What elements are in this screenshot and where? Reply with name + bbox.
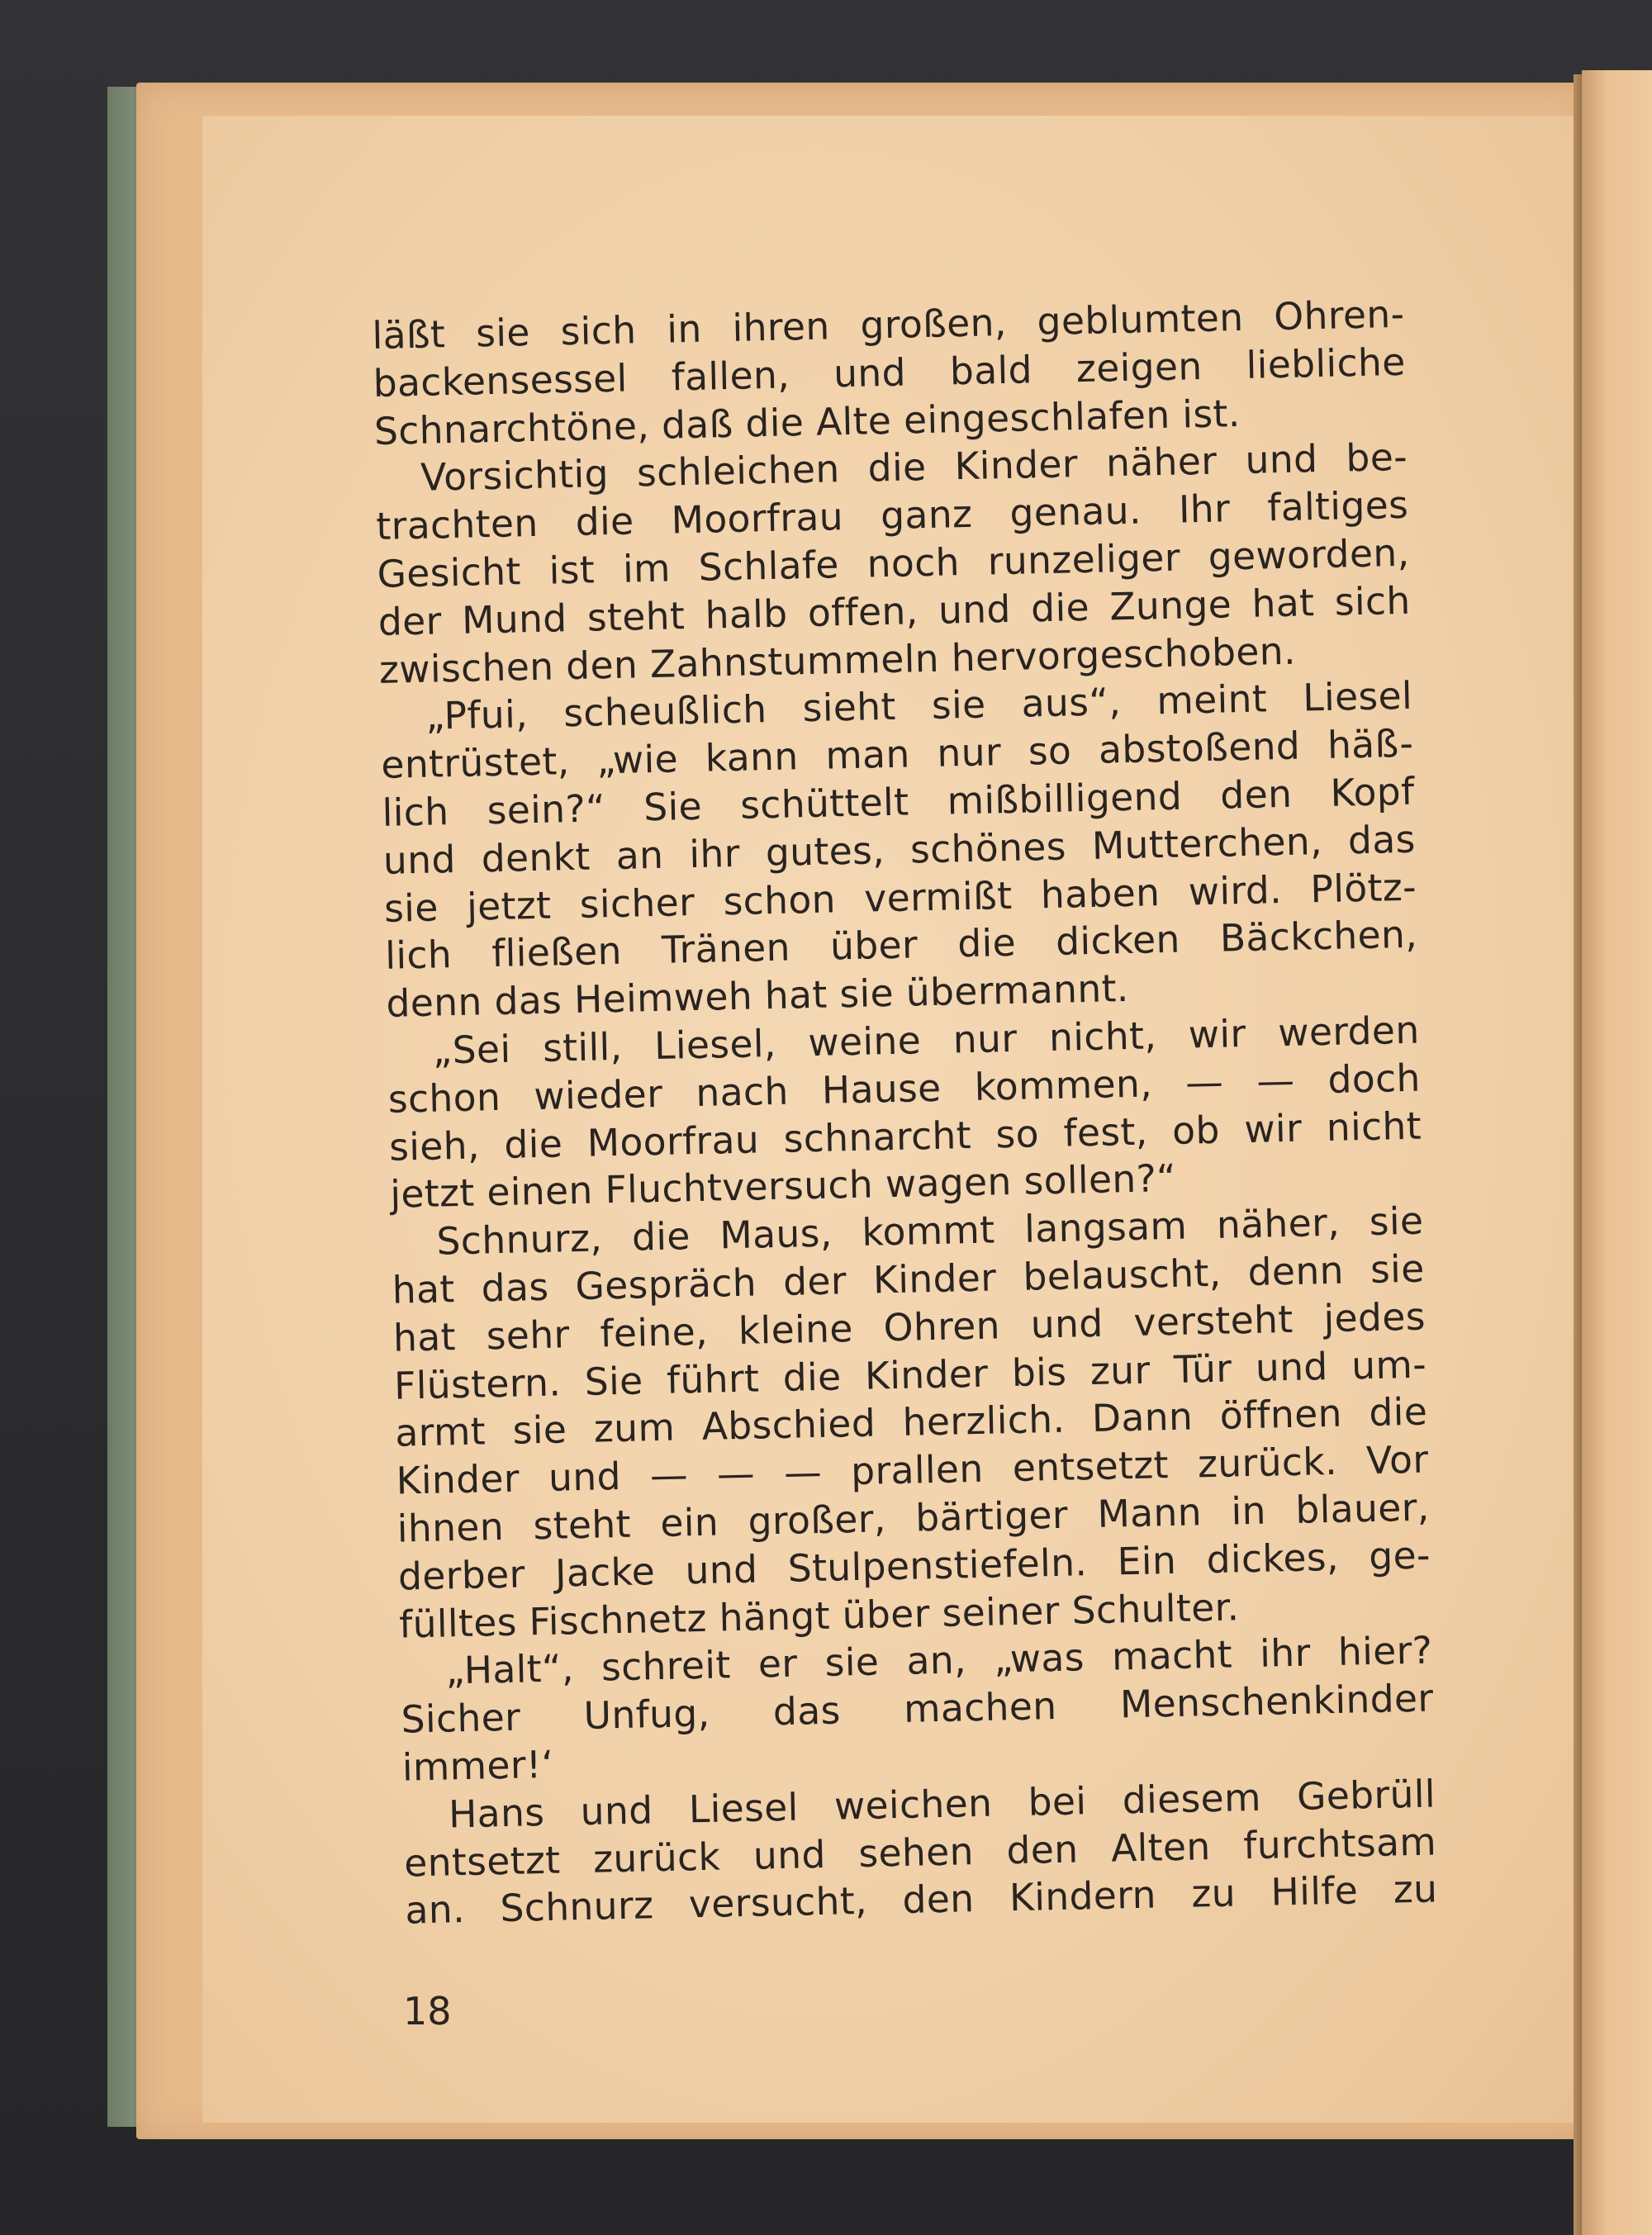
text-line: hat das Gespräch der Kinder belauscht, denn sie [392, 1246, 1426, 1312]
text-line: hat sehr feine, kleine Ohren und versteht jedes [392, 1294, 1427, 1360]
page-number: 18 [403, 1989, 452, 2033]
text-line: Kinder und — — — prallen entsetzt zurück. Vor [396, 1437, 1429, 1503]
text-line: „Sei still, Liesel, weine nur nicht, wir werden [432, 1008, 1421, 1073]
text-line: Hans und Liesel weichen bei diesem Gebrüll [448, 1772, 1436, 1837]
text-line: schon wieder nach Hause kommen, — — doch [387, 1056, 1422, 1122]
text-line: entrüstet, „wie kann man nur so abstoßend häß- [380, 721, 1414, 788]
text-line: Gesicht ist im Schlafe noch runzeliger geworden, [377, 530, 1410, 596]
text-line: Schnarchtöne, daß die Alte eingeschlafen ist. [373, 391, 1241, 453]
text-line: backensessel fallen, und bald zeigen liebliche [373, 339, 1407, 406]
text-line: läßt sie sich in ihren großen, geblumten Ohren- [372, 292, 1405, 358]
text-line: ihnen steht ein großer, bärtiger Mann in blauer, [396, 1485, 1431, 1551]
text-line: „Pfui, scheußlich sieht sie aus“, meint Liesel [425, 674, 1413, 739]
text-line: zwischen den Zahnstummeln hervorgeschoben. [378, 629, 1297, 692]
text-line: der Mund steht halb offen, und die Zunge hat sich [377, 578, 1412, 644]
text-line: derber Jacke und Stulpenstiefeln. Ein dickes, ge- [397, 1533, 1431, 1599]
text-line: an. Schnurz versucht, den Kindern zu Hilfe zu [404, 1867, 1438, 1933]
body-text [372, 291, 1438, 1935]
text-line: lich fließen Tränen über die dicken Bäckchen, [384, 913, 1418, 979]
text-line: Sicher Unfug, das machen Menschenkinder [401, 1676, 1434, 1742]
text-line: Schnurz, die Maus, kommt langsam näher, sie [436, 1198, 1424, 1264]
text-line: armt sie zum Abschied herzlich. Dann öffnen die [394, 1389, 1428, 1456]
text-line: jetzt einen Fluchtversuch wagen sollen?“ [389, 1156, 1177, 1217]
text-line: entsetzt zurück und sehen den Alten furchtsam [403, 1819, 1437, 1886]
text-line: denn das Heimweh hat sie übermannt. [385, 966, 1130, 1026]
facing-page-edge [1582, 70, 1652, 2235]
text-line: trachten die Moorfrau ganz genau. Ihr faltiges [375, 482, 1409, 549]
text-line: lich sein?“ Sie schüttelt mißbilligend den Kopf [382, 769, 1415, 835]
text-line: sie jetzt sicher schon vermißt haben wird. Plötz- [383, 865, 1417, 931]
text-line: „Halt“, schreit er sie an, „was macht ihr hier? [444, 1628, 1433, 1693]
text-line: sieh, die Moorfrau schnarcht so fest, ob wir nicht [388, 1103, 1422, 1170]
text-line: Flüstern. Sie führt die Kinder bis zur Tür und um- [393, 1342, 1427, 1408]
text-line: und denkt an ihr gutes, schönes Mutterchen, das [382, 817, 1417, 883]
text-line: immer!‘ [401, 1742, 554, 1790]
text-line: Vorsichtig schleichen die Kinder näher und be- [420, 435, 1408, 501]
text-line: fülltes Fischnetz hängt über seiner Schulter. [398, 1584, 1240, 1647]
